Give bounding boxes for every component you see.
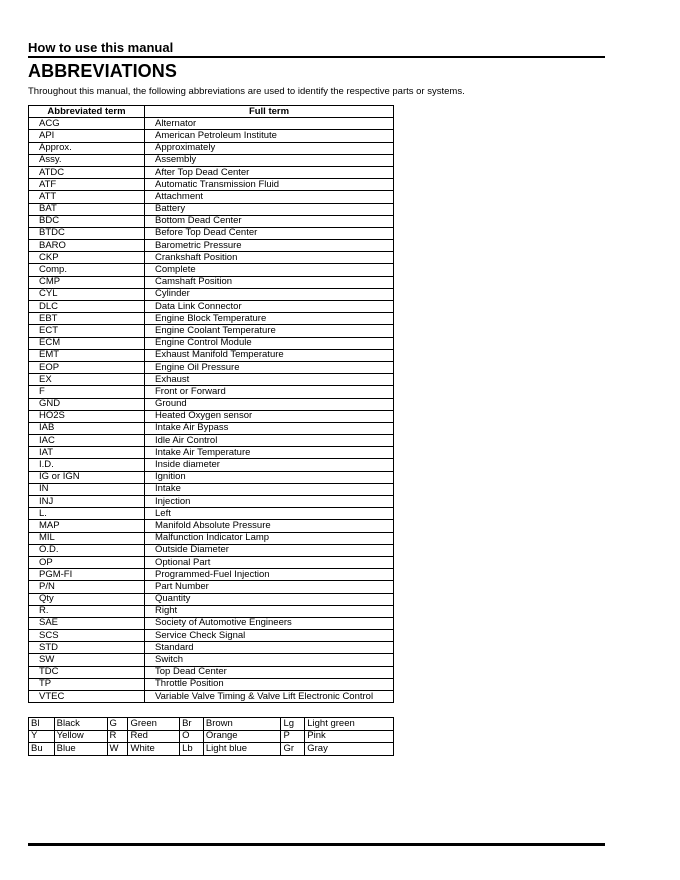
full-term-cell: Quantity bbox=[145, 593, 394, 605]
table-row bbox=[29, 483, 394, 495]
full-term-cell: Intake Air Temperature bbox=[145, 447, 394, 459]
abbreviated-term-cell: EOP bbox=[29, 361, 145, 373]
abbreviated-term-cell: I.D. bbox=[29, 459, 145, 471]
color-name-cell: Gray bbox=[305, 743, 394, 756]
full-term-cell: Inside diameter bbox=[145, 459, 394, 471]
abbreviated-term-cell: EX bbox=[29, 374, 145, 386]
table-row bbox=[29, 678, 394, 690]
table-row bbox=[29, 459, 394, 471]
full-term-cell: Variable Valve Timing & Valve Lift Electronic Control bbox=[145, 691, 394, 703]
table-row bbox=[29, 337, 394, 349]
table-row bbox=[29, 422, 394, 434]
color-name-cell: Pink bbox=[305, 730, 394, 743]
abbreviated-term-cell: R. bbox=[29, 605, 145, 617]
full-term-cell: Alternator bbox=[145, 118, 394, 130]
table-row bbox=[29, 349, 394, 361]
full-term-cell: Front or Forward bbox=[145, 386, 394, 398]
abbreviations-body bbox=[29, 118, 394, 703]
abbreviated-term-cell: ATT bbox=[29, 191, 145, 203]
table-row bbox=[29, 374, 394, 386]
full-term-cell: Left bbox=[145, 508, 394, 520]
color-code-row bbox=[29, 730, 394, 743]
color-name-cell: Green bbox=[128, 718, 180, 731]
table-row bbox=[29, 447, 394, 459]
abbreviated-term-cell: TDC bbox=[29, 666, 145, 678]
full-term-cell: Programmed-Fuel Injection bbox=[145, 569, 394, 581]
color-code-cell: Bl bbox=[29, 718, 55, 731]
abbreviated-term-header: Abbreviated term bbox=[29, 106, 145, 118]
color-code-cell: P bbox=[281, 730, 305, 743]
full-term-cell: Injection bbox=[145, 496, 394, 508]
color-code-cell: W bbox=[107, 743, 128, 756]
full-term-cell: Complete bbox=[145, 264, 394, 276]
full-term-cell: Cylinder bbox=[145, 288, 394, 300]
full-term-cell: Society of Automotive Engineers bbox=[145, 617, 394, 629]
full-term-cell: After Top Dead Center bbox=[145, 166, 394, 178]
intro-text: Throughout this manual, the following abbreviations are used to identify the respective parts or systems. bbox=[28, 86, 465, 97]
full-term-cell: Top Dead Center bbox=[145, 666, 394, 678]
table-row bbox=[29, 605, 394, 617]
table-row bbox=[29, 666, 394, 678]
color-name-cell: Brown bbox=[203, 718, 281, 731]
table-row bbox=[29, 386, 394, 398]
abbreviated-term-cell: IG or IGN bbox=[29, 471, 145, 483]
full-term-cell: Malfunction Indicator Lamp bbox=[145, 532, 394, 544]
abbreviations-table bbox=[28, 105, 394, 703]
abbreviated-term-cell: VTEC bbox=[29, 691, 145, 703]
abbreviated-term-cell: F bbox=[29, 386, 145, 398]
abbreviated-term-cell: Assy. bbox=[29, 154, 145, 166]
abbreviated-term-cell: MIL bbox=[29, 532, 145, 544]
table-row bbox=[29, 581, 394, 593]
abbreviated-term-cell: BARO bbox=[29, 240, 145, 252]
table-row bbox=[29, 276, 394, 288]
abbreviated-term-cell: HO2S bbox=[29, 410, 145, 422]
table-row bbox=[29, 532, 394, 544]
abbreviated-term-cell: Qty bbox=[29, 593, 145, 605]
color-code-cell: G bbox=[107, 718, 128, 731]
full-term-header: Full term bbox=[145, 106, 394, 118]
color-codes-table bbox=[28, 717, 394, 756]
footer-divider bbox=[28, 843, 605, 846]
page-title: ABBREVIATIONS bbox=[28, 61, 177, 81]
full-term-cell: Data Link Connector bbox=[145, 301, 394, 313]
full-term-cell: Standard bbox=[145, 642, 394, 654]
abbreviated-term-cell: CYL bbox=[29, 288, 145, 300]
abbreviated-term-cell: DLC bbox=[29, 301, 145, 313]
color-code-cell: O bbox=[180, 730, 204, 743]
table-row bbox=[29, 654, 394, 666]
full-term-cell: Intake bbox=[145, 483, 394, 495]
table-row bbox=[29, 313, 394, 325]
color-name-cell: Blue bbox=[54, 743, 107, 756]
abbreviated-term-cell: ATDC bbox=[29, 166, 145, 178]
abbreviated-term-cell: INJ bbox=[29, 496, 145, 508]
abbreviated-term-cell: TP bbox=[29, 678, 145, 690]
abbreviated-term-cell: ECM bbox=[29, 337, 145, 349]
abbreviated-term-cell: L. bbox=[29, 508, 145, 520]
table-row bbox=[29, 203, 394, 215]
table-row bbox=[29, 215, 394, 227]
section-label: How to use this manual bbox=[28, 40, 174, 55]
full-term-cell: Optional Part bbox=[145, 556, 394, 568]
table-row bbox=[29, 142, 394, 154]
color-code-cell: Br bbox=[180, 718, 204, 731]
color-name-cell: Orange bbox=[203, 730, 281, 743]
color-code-row bbox=[29, 743, 394, 756]
abbreviated-term-cell: IAT bbox=[29, 447, 145, 459]
abbreviated-term-cell: O.D. bbox=[29, 544, 145, 556]
color-code-cell: Lg bbox=[281, 718, 305, 731]
abbreviated-term-cell: STD bbox=[29, 642, 145, 654]
abbreviated-term-cell: ATF bbox=[29, 179, 145, 191]
full-term-cell: Engine Coolant Temperature bbox=[145, 325, 394, 337]
color-name-cell: Yellow bbox=[54, 730, 107, 743]
full-term-cell: Engine Block Temperature bbox=[145, 313, 394, 325]
table-row bbox=[29, 301, 394, 313]
color-code-cell: Y bbox=[29, 730, 55, 743]
table-row bbox=[29, 252, 394, 264]
abbreviated-term-cell: BAT bbox=[29, 203, 145, 215]
table-row bbox=[29, 496, 394, 508]
full-term-cell: Part Number bbox=[145, 581, 394, 593]
abbreviated-term-cell: CMP bbox=[29, 276, 145, 288]
abbreviated-term-cell: IAB bbox=[29, 422, 145, 434]
full-term-cell: Bottom Dead Center bbox=[145, 215, 394, 227]
full-term-cell: Battery bbox=[145, 203, 394, 215]
full-term-cell: Throttle Position bbox=[145, 678, 394, 690]
color-code-cell: Gr bbox=[281, 743, 305, 756]
table-row bbox=[29, 227, 394, 239]
table-row bbox=[29, 191, 394, 203]
table-row bbox=[29, 118, 394, 130]
color-code-cell: Bu bbox=[29, 743, 55, 756]
abbreviated-term-cell: MAP bbox=[29, 520, 145, 532]
color-code-row bbox=[29, 718, 394, 731]
abbreviated-term-cell: OP bbox=[29, 556, 145, 568]
abbreviated-term-cell: PGM-FI bbox=[29, 569, 145, 581]
full-term-cell: Manifold Absolute Pressure bbox=[145, 520, 394, 532]
header-divider bbox=[28, 56, 605, 58]
color-code-cell: R bbox=[107, 730, 128, 743]
full-term-cell: Intake Air Bypass bbox=[145, 422, 394, 434]
table-row bbox=[29, 166, 394, 178]
table-row bbox=[29, 544, 394, 556]
full-term-cell: Camshaft Position bbox=[145, 276, 394, 288]
abbreviated-term-cell: SCS bbox=[29, 630, 145, 642]
full-term-cell: Idle Air Control bbox=[145, 435, 394, 447]
full-term-cell: Crankshaft Position bbox=[145, 252, 394, 264]
full-term-cell: Exhaust bbox=[145, 374, 394, 386]
full-term-cell: Ground bbox=[145, 398, 394, 410]
full-term-cell: Attachment bbox=[145, 191, 394, 203]
full-term-cell: Approximately bbox=[145, 142, 394, 154]
table-row bbox=[29, 325, 394, 337]
full-term-cell: Heated Oxygen sensor bbox=[145, 410, 394, 422]
table-row bbox=[29, 264, 394, 276]
abbreviated-term-cell: EBT bbox=[29, 313, 145, 325]
table-row bbox=[29, 179, 394, 191]
full-term-cell: Engine Control Module bbox=[145, 337, 394, 349]
table-row bbox=[29, 569, 394, 581]
table-row bbox=[29, 593, 394, 605]
color-name-cell: Light blue bbox=[203, 743, 281, 756]
full-term-cell: Exhaust Manifold Temperature bbox=[145, 349, 394, 361]
abbreviated-term-cell: ACG bbox=[29, 118, 145, 130]
abbreviated-term-cell: BDC bbox=[29, 215, 145, 227]
full-term-cell: American Petroleum Institute bbox=[145, 130, 394, 142]
full-term-cell: Switch bbox=[145, 654, 394, 666]
abbreviated-term-cell: BTDC bbox=[29, 227, 145, 239]
table-row bbox=[29, 471, 394, 483]
table-row bbox=[29, 520, 394, 532]
abbreviated-term-cell: SAE bbox=[29, 617, 145, 629]
full-term-cell: Outside Diameter bbox=[145, 544, 394, 556]
abbreviated-term-cell: API bbox=[29, 130, 145, 142]
full-term-cell: Barometric Pressure bbox=[145, 240, 394, 252]
table-row bbox=[29, 288, 394, 300]
abbreviated-term-cell: P/N bbox=[29, 581, 145, 593]
table-row bbox=[29, 410, 394, 422]
table-row bbox=[29, 617, 394, 629]
table-row bbox=[29, 556, 394, 568]
table-row bbox=[29, 240, 394, 252]
table-row bbox=[29, 130, 394, 142]
abbreviated-term-cell: GND bbox=[29, 398, 145, 410]
color-name-cell: White bbox=[128, 743, 180, 756]
table-row bbox=[29, 398, 394, 410]
full-term-cell: Right bbox=[145, 605, 394, 617]
color-name-cell: Black bbox=[54, 718, 107, 731]
color-name-cell: Red bbox=[128, 730, 180, 743]
color-code-cell: Lb bbox=[180, 743, 204, 756]
full-term-cell: Before Top Dead Center bbox=[145, 227, 394, 239]
full-term-cell: Automatic Transmission Fluid bbox=[145, 179, 394, 191]
abbreviated-term-cell: Comp. bbox=[29, 264, 145, 276]
full-term-cell: Service Check Signal bbox=[145, 630, 394, 642]
table-row bbox=[29, 630, 394, 642]
full-term-cell: Ignition bbox=[145, 471, 394, 483]
full-term-cell: Engine Oil Pressure bbox=[145, 361, 394, 373]
table-row bbox=[29, 361, 394, 373]
table-row bbox=[29, 508, 394, 520]
abbreviated-term-cell: CKP bbox=[29, 252, 145, 264]
abbreviations-header-row bbox=[29, 106, 394, 118]
color-codes-body bbox=[29, 718, 394, 756]
full-term-cell: Assembly bbox=[145, 154, 394, 166]
abbreviated-term-cell: ECT bbox=[29, 325, 145, 337]
abbreviated-term-cell: Approx. bbox=[29, 142, 145, 154]
abbreviated-term-cell: IAC bbox=[29, 435, 145, 447]
table-row bbox=[29, 691, 394, 703]
abbreviated-term-cell: IN bbox=[29, 483, 145, 495]
table-row bbox=[29, 154, 394, 166]
abbreviated-term-cell: EMT bbox=[29, 349, 145, 361]
abbreviated-term-cell: SW bbox=[29, 654, 145, 666]
table-row bbox=[29, 435, 394, 447]
table-row bbox=[29, 642, 394, 654]
color-name-cell: Light green bbox=[305, 718, 394, 731]
